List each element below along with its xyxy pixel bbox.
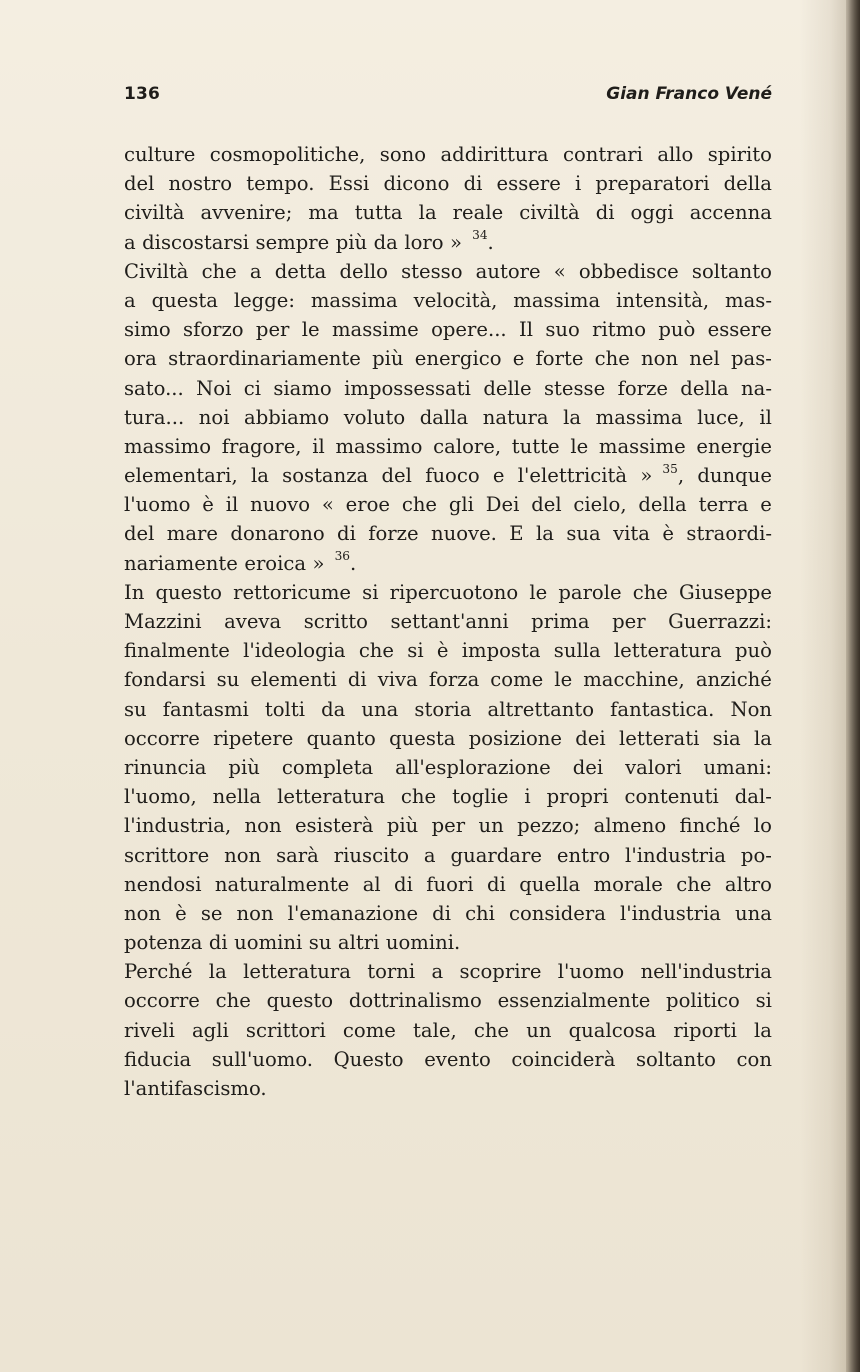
spine-shadow — [846, 0, 860, 1372]
text-line: simo sforzo per le massime opere... Il suo ritmo può essere — [124, 318, 772, 342]
text-line: occorre che questo dottrinalismo essenzialmente politico si — [124, 989, 772, 1013]
page-number: 136 — [124, 84, 161, 104]
text-line: Mazzini aveva scritto settant'anni prima per Guerrazzi: — [124, 610, 772, 633]
text-line: Perché la letteratura torni a scoprire l'uomo nell'industria — [124, 960, 772, 984]
text-line: l'industria, non esisterà più per un pezzo; almeno finché lo — [124, 814, 772, 838]
text-line: fiducia sull'uomo. Questo evento coinciderà soltanto con — [124, 1047, 772, 1071]
text-line: occorre ripetere quanto questa posizione dei letterati sia la — [124, 726, 772, 750]
text-line: del nostro tempo. Essi dicono di essere i preparatori della — [124, 172, 772, 196]
running-head: Gian Franco Vené — [606, 84, 772, 104]
text-line: l'uomo, nella letteratura che toglie i propri contenuti dal- — [124, 785, 772, 809]
text-line: l'uomo è il nuovo « eroe che gli Dei del cielo, della terra e — [124, 493, 772, 517]
text-line: massimo fragore, il massimo calore, tutte le massime energie — [124, 434, 772, 458]
text-line: sato... Noi ci siamo impossessati delle stesse forze della na- — [124, 376, 772, 400]
text-line: su fantasmi tolti da una storia altrettanto fantastica. Non — [124, 697, 772, 721]
text-line: rinuncia più completa all'esplorazione dei valori umani: — [124, 755, 772, 779]
text-line: tura... noi abbiamo voluto dalla natura la massima luce, il — [124, 405, 772, 429]
text-line: elementari, la sostanza del fuoco e l'elettricità » $^{35}$, dunque — [124, 461, 772, 488]
footnote-ref: 34 — [468, 228, 488, 243]
text-line: civiltà avvenire; ma tutta la reale civiltà di oggi accenna — [124, 201, 772, 225]
text-line: potenza di uomini su altri uomini. — [124, 931, 461, 955]
text-line: Civiltà che a detta dello stesso autore « obbedisce soltanto — [124, 259, 772, 283]
text-line: l'antifascismo. — [124, 1077, 267, 1100]
body-text — [124, 140, 772, 1103]
text-line: fondarsi su elementi di viva forza come le macchine, anziché — [124, 668, 772, 692]
text-line: scrittore non sarà riuscito a guardare entro l'industria po- — [124, 843, 772, 867]
text-line: nariamente eroica » $^{36}$. — [124, 549, 357, 575]
text-line: a discostarsi sempre più da loro » $^{34}$. — [124, 228, 494, 254]
text-line: nendosi naturalmente al di fuori di quella morale che altro — [124, 872, 772, 896]
text-line: ora straordinariamente più energico e forte che non nel pas- — [124, 347, 772, 371]
text-line: culture cosmopolitiche, sono addirittura contrari allo spirito — [124, 143, 772, 166]
footnote-ref: 36 — [330, 549, 351, 564]
text-line: In questo rettoricume si ripercuotono le parole che Giuseppe — [124, 580, 772, 604]
text-line: a questa legge: massima velocità, massima intensità, mas- — [124, 288, 772, 312]
footnote-ref: 35 — [658, 461, 678, 476]
text-line: del mare donarono di forze nuove. E la sua vita è straordi- — [124, 522, 772, 546]
text-line: riveli agli scrittori come tale, che un qualcosa riporti la — [124, 1018, 772, 1042]
text-line: non è se non l'emanazione di chi considera l'industria una — [124, 901, 772, 925]
text-line: finalmente l'ideologia che si è imposta sulla letteratura può — [124, 639, 772, 663]
